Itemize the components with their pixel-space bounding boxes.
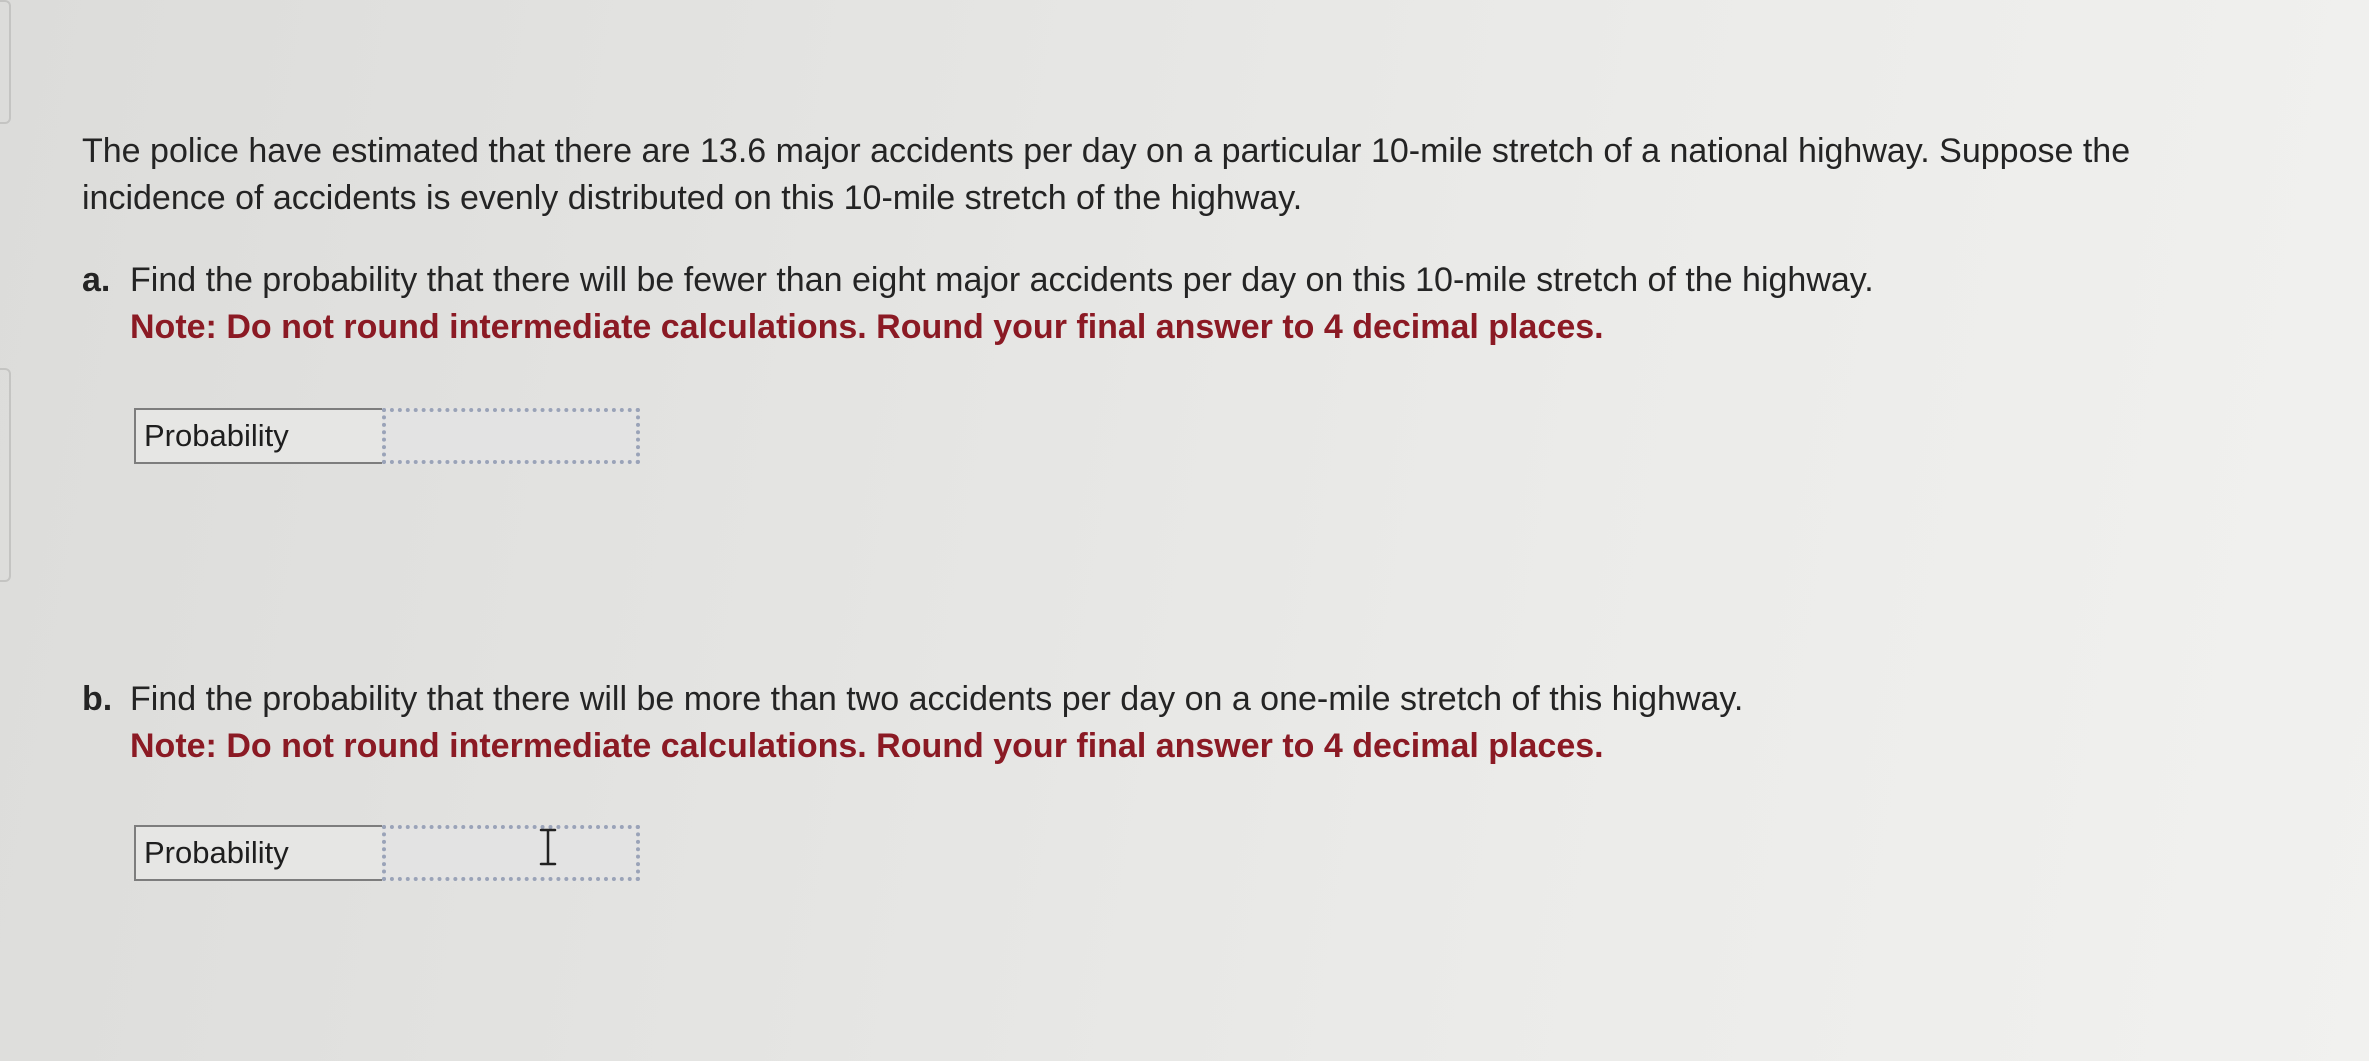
answer-row-a xyxy=(134,408,640,464)
question-text: Find the probability that there will be fewer than eight major accidents per day on this 10-mile stretch of the highway. xyxy=(130,261,1874,299)
question-text: Find the probability that there will be more than two accidents per day on a one-mile stretch of this highway. xyxy=(130,680,1744,718)
problem-statement: The police have estimated that there are 13.6 major accidents per day on a particular 10-mile stretch of a national highway. Suppose the incidence of accidents is evenly distributed on this 10-mile stretch of the highway. xyxy=(82,132,2131,217)
question-b xyxy=(82,676,2282,770)
probability-input-b[interactable] xyxy=(382,825,640,881)
answer-row-b xyxy=(134,825,640,881)
probability-input-a[interactable] xyxy=(382,408,640,464)
rounding-note: Note: Do not round intermediate calculations. Round your final answer to 4 decimal places. xyxy=(130,308,1604,346)
rounding-note: Note: Do not round intermediate calculations. Round your final answer to 4 decimal places. xyxy=(130,727,1604,765)
question-letter: a. xyxy=(82,261,111,299)
question-a xyxy=(82,257,2282,351)
question-letter: b. xyxy=(82,680,113,718)
probability-label: Probability xyxy=(134,408,384,464)
left-edge-tab xyxy=(0,0,11,124)
left-edge-tab xyxy=(0,368,11,582)
probability-label: Probability xyxy=(134,825,384,881)
text-cursor-icon xyxy=(538,827,558,867)
